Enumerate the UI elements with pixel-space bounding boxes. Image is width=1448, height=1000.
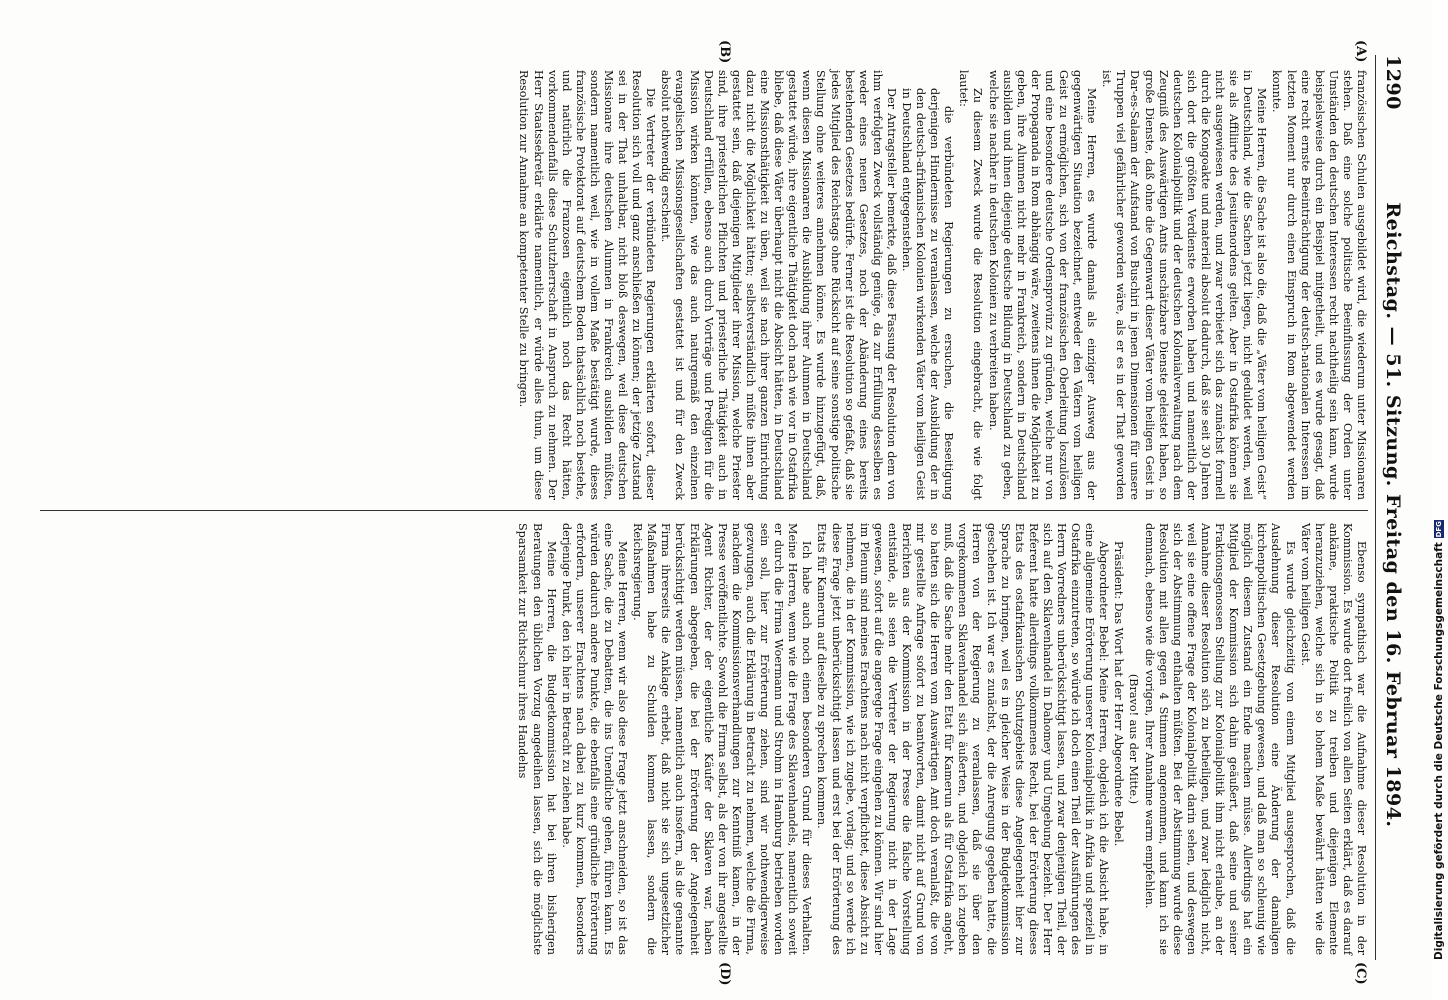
paragraph: Meine Herren, es wurde damals als einziger Ausweg aus der gegenwärtigen Situation bezeichnet, entweder den Vätern vom heiligen Geist zu ermöglichen, sich von der französischen Oberleitung loszulösen und eine besondere deutsche Ordensprovinz zu gründen, welche nur von der Propaganda in Rom abhängig wäre, zweitens ihnen die Möglichkeit zu geben, ihre Alumnen nicht mehr in Frankreich, sondern in Deutschland ausbilden und ihnen diejenige deutsche Bildung in Deutschland zu geben, welche sie nachher in deutschen Kolonien zu verbreiten haben.	[986, 70, 1099, 500]
digitization-note	[1412, 60, 1445, 990]
left-column	[30, 70, 1368, 500]
digitization-text: Digitalisierung gefördert durch die Deutsche Forschungsgemeinschaft	[1433, 542, 1445, 960]
column-divider	[40, 510, 1368, 511]
paragraph: französischen Schulen ausgebildet wird, die wiederum unter Missionaren stehen. Daß eine solche politische Beeinflussung der Orden unter Umständen den deutschen Interessen recht nachtheilig sein kann, wurde beispielsweise durch ein Beispiel mitgetheilt, und es wurde gesagt, daß eine recht ernste Beeinträchtigung der deutsch-nationalen Interessen im letzten Moment nur durch einen Einspruch in Rom abgewendet werden konnte.	[1270, 70, 1368, 500]
header-title: Reichstag. — 51. Sitzung. Freitag den 16. Februar 1894.	[1382, 202, 1404, 828]
paragraph: Zu diesem Zweck wurde die Resolution eingebracht, die wie folgt lautet:	[957, 70, 985, 500]
paragraph: Der Antragsteller bemerkte, daß diese Fassung der Resolution dem von ihm verfolgten Zweck vollständig genüge, da zur Erfüllung desselben es weder eines neuen Gesetzes, noch der Abänderung eines bereits bestehenden Gesetzes bedürfe. Ferner ist die Resolution so gefaßt, daß sie jedes Mitglied des Reichstags ohne Rücksicht auf seine sonstige politische Stellung ohne weiteres annehmen könne. Es wurde hinzugefügt, daß, wenn diesen Missionaren die Ausbildung ihrer Alumnen in Deutschland gestattet würde, ihre eigentliche Thätigkeit doch nach wie vor in Ostafrika bliebe, daß diese Väter überhaupt nicht die Absicht hätten, in Deutschland eine Missionsthätigkeit zu üben, weil sie nach ihrer ganzen Einrichtung dazu nicht die Möglichkeit hätten; selbstverständlich müßte ihnen aber gestattet sein, daß diejenigen Mitglieder ihrer Mission, welche Priester sind, ihre priesterlichen Pflichten und priesterliche Thätigkeit auch in Deutschland erfüllen, ebenso auch durch Vorträge und Predigten für die Mission wirken könnten, wie das auch naturgemäß den einzelnen evangelischen Missionsgesellschaften gestattet ist und für den Zweck absolut nothwendig erscheint.	[659, 70, 898, 500]
paragraph: Ebenso sympathisch war die Aufnahme dieser Resolution in der Kommission. Es wurde dort freilich von allen Seiten erklärt, daß es darauf ankäme, praktische Politik zu treiben und diejenigen Elemente heranzuziehen, welche sich in so hohem Maße bewährt hätten wie die Väter vom heiligen Geist.	[1298, 523, 1368, 955]
resolution-text: die verbündeten Regierungen zu ersuchen, die Beseitigung derjenigen Hindernisse zu veranlassen, welche der Ausbildung der in den deutsch-afrikanischen Kolonien wirkenden Väter vom heiligen Geist in Deutschland entgegenstehen.	[900, 88, 956, 500]
paragraph: Die Vertreter der verbündeten Regierungen erklärten sofort, dieser Resolution sich voll und ganz anschließen zu können; der jetzige Zustand sei in der That unhaltbar, nicht bloß deswegen, weil diese deutschen Missionare ihre deutschen Alumnen in Frankreich ausbilden müßten, sondern namentlich weil, wie in vollem Maße bestätigt wurde, dieses französische Protektorat auf deutschem Boden thatsächlich noch bestehe, und natürlich die Franzosen eigentlich noch das Recht hätten, vorkommendenfalls diese Schutzherrschaft in Anspruch zu nehmen. Der Herr Staatssekretär erklärte namentlich, er würde alles thun, um diese Resolution zur Annahme an kompetenter Stelle zu bringen.	[517, 70, 658, 500]
paragraph: Meine Herren, die Budgetkommission hat bei ihren bisherigen Beratungen den üblichen Vorzug angedeihen lassen, sich die möglichste Sparsamkeit zur Richtschnur ihres Handelns	[516, 523, 558, 955]
margin-marker-a: (A)	[1353, 40, 1368, 63]
margin-marker-b: (B)	[717, 40, 732, 64]
paragraph: Meine Herren, wenn wir also diese Frage jetzt anschneiden, so ist das eine Sache, die zu Debatten, die ins Unendliche gehen, führen kann. Es würden dadurch andere Punkte, die ebenfalls eine gründliche Erörterung erfordern, unserer Erachtens nach dabei zu kurz kommen, besonders derjenige Punkt, den ich hier in Betracht zu ziehen habe.	[559, 523, 630, 955]
speaker-paragraph: Abgeordneter Bebel: Meine Herren, obgleich ich die Absicht habe, in eine allgemeine Erörterung unserer Kolonialpolitik in Afrika und speziell in Ostafrika einzutreten, so würde ich doch einen Theil der Ausführungen des Herrn Vorredners unberücksichtigt lassen, und zwar denjenigen Theil, der sich auf den Sklavenhandel in Dahomey und Umgebung bezieht. Der Herr Referent hatte allerdings vollkommenes Recht, bei der Erörterung dieses Etats des ostafrikanischen Schutzgebiets diese Angelegenheit hier zur Sprache zu bringen, weil es in gleicher Weise in der Budgetkommission geschehen ist. Ich war es zunächst, der die Anregung gegeben hatte, die Herren von der Regierung zu veranlassen, daß sie über den vorgekommenen Sklavenhandel sich äußerten, und obgleich ich zugeben muß, daß die Sache mehr den Etat für Kamerun als für Ostafrika angeht, so hatten sich die Herren vom Auswärtigen Amt doch veranlaßt, die von mir gestellte Anfrage sofort zu beantworten, damit nicht auf Grund von Berichten aus der Kommission in der Presse die falsche Vorstellung entstände, als seien die Vertreter der Regierung nicht in der Lage gewesen, sofort auf die angeregte Frage eingehen zu können. Wir sind hier im Plenum sind meines Erachtens nach nicht verpflichtet, diese Absicht zu nehmen, die in der Kommission, wie ich zugebe, vorlag; und so werde ich diese Frage jetzt unberücksichtigt lassen und erst bei der Erörterung des Etats für Kamerun auf dieselbe zu sprechen kommen.	[815, 523, 1111, 955]
right-column	[30, 523, 1368, 955]
speaker-paragraph: Präsident: Das Wort hat der Herr Abgeordnete Bebel.	[1112, 541, 1126, 847]
paragraph: Es wurde gleichzeitig von einem Mitglied ausgesprochen, daß die Ausdehnung dieser Resolution eine Änderung der damaligen kirchenpolitischen Gesetzgebung gewesen, und daß man so schleunig wie möglich diesem Zustand ein Ende machen müsse. Allerdings hat ein Mitglied der Kommission sich dahin geäußert, daß seine und seiner Fraktionsgenossen Stellung zur Kolonialpolitik ihm nicht erlaube, an der Annahme dieser Resolution sich zu betheiligen, und zwar lediglich nicht, weil sie eine offene Frage der Kolonialpolitik darin sehen, und deswegen sich der Abstimmung enthalten müßten. Bei der Abstimmung wurde diese Resolution mit allen gegen 4 Stimmen angenommen, und kann ich sie demnach, ebenso wie die vorigen, Ihrer Annahme warm empfehlen.	[1142, 523, 1297, 955]
paragraph: Meine Herren, die Sache ist also die, daß die „Väter vom heiligen Geist“ in Deutschland, wie die Sachen jetzt liegen, nicht geduldet werden, weil sie als Affiliirte des Jesuitenordens gelten. Aber in Ostafrika können sie nicht ausgewiesen werden, und zwar verbietet sich das zunächst formell durch die Kongoakte und materiell absolut dadurch, daß sie seit 30 Jahren sich dort die größten Verdienste erworben haben und namentlich der deutschen Kolonialpolitik und der deutschen Kolonialverwaltung nach dem Zeugniß des Auswärtigen Amts unschätzbare Dienste geleistet haben, so große Dienste, daß ohne die Gegenwart dieser Väter vom heiligen Geist in Dar-es-Salaam der Aufstand von Buschiri in jenen Dimensionen für unsere Truppen viel gefährlicher geworden wäre, als er es in der That geworden ist.	[1100, 70, 1269, 500]
paragraph: Ich habe auch noch einen besonderen Grund für dieses Verhalten. Meine Herren, wenn wie die Frage des Sklavenhandels, namentlich soweit er durch die Firma Woermann und Strohm in Hamburg betrieben worden sein soll, hier zur Erörterung ziehen, sind wir nothwendigerweise gezwungen, auch die Erklärung in Betracht zu nehmen, welche die Firma, nachdem die Kommissionsverhandlungen zur Kenntniß kamen, in der Presse veröffentlichte. Sowohl die Firma selbst, als der von ihr angestellte Agent Richter, der der eigentliche Käufer der Sklaven war, haben Erklärungen abgegeben, die bei der Erörterung der Angelegenheit berücksichtigt werden müssen, namentlich auch insofern, als die genannte Firma ihrerseits die Anklage erhebt, daß nicht sie sich ungesetzlicher Maßnahmen habe zu Schulden kommen lassen, sondern die Reichsregierung.	[631, 523, 814, 955]
margin-marker-c: (C)	[1353, 962, 1368, 985]
page-header	[1375, 55, 1410, 960]
page-number: 1290	[1382, 55, 1404, 110]
stage-direction: (Bravo! aus der Mitte.)	[1127, 673, 1141, 805]
dfg-logo: DFG	[1435, 521, 1443, 538]
margin-marker-d: (D)	[717, 962, 732, 986]
